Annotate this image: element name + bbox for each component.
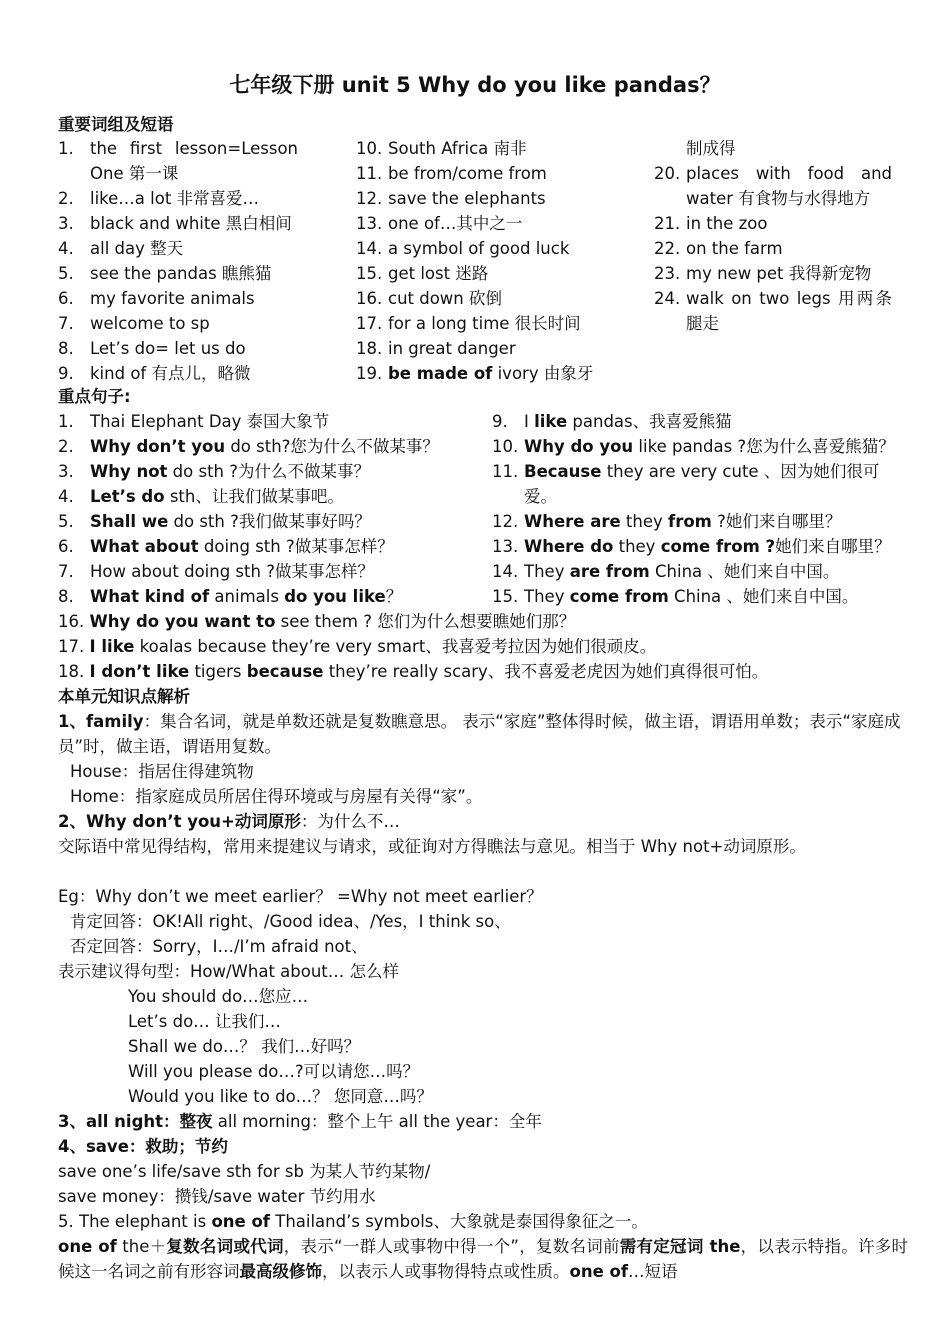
phrase-text: black and white 黑白相间 <box>90 214 292 233</box>
phrase-text: see the pandas 瞧熊猫 <box>90 264 272 283</box>
item-number: 16. <box>356 289 383 308</box>
item-number: 8. <box>58 587 74 606</box>
sentence-bold-text: Why not <box>90 462 168 481</box>
point-bold-text: 需有定冠词 the <box>619 1237 741 1256</box>
sentence-bold-text: Where do <box>524 537 614 556</box>
sentence-text: China 、她们来自中国。 <box>668 587 859 606</box>
phrase-item <box>58 261 298 286</box>
phrase-text: kind of 有点儿，略微 <box>90 364 251 383</box>
point-2-explanation: 交际语中常见得结构，常用来提建议与请求，或征询对方得瞧法与意见。相当于 Why not+动词原形。 <box>58 837 806 856</box>
sentence-item <box>58 509 488 534</box>
item-number: 11. <box>356 164 383 183</box>
sentence-item <box>58 459 488 484</box>
sentence-text: koalas because they’re very smart、我喜爱考拉因为她们很顽皮。 <box>134 637 657 656</box>
sentence-text: sth、让我们做某事吧。 <box>164 487 344 506</box>
sentence-item <box>58 409 488 434</box>
sentence-text: They <box>524 587 570 606</box>
item-number: 1. <box>58 139 74 158</box>
sentence-bold-text: like <box>534 412 568 431</box>
sentence-bold-text: I don’t like <box>89 662 190 681</box>
phrase-text: One 第一课 <box>90 164 179 183</box>
item-number: 17. <box>58 637 85 656</box>
sentence-bold-text: do you like <box>284 587 386 606</box>
sentence-bold-text: are from <box>569 562 650 581</box>
point-text: all morning：整个上午 all the year：全年 <box>212 1112 542 1131</box>
sentence-text: ？ <box>385 587 403 606</box>
phrase-item <box>58 286 298 311</box>
phrase-text: get lost 迷路 <box>388 264 489 283</box>
phrases-column-3 <box>654 136 892 336</box>
phrase-text: the first lesson=Lesson <box>90 139 298 158</box>
item-number: 20. <box>654 164 681 183</box>
sentence-bold-text: because <box>246 662 324 681</box>
phrase-item <box>654 136 892 161</box>
sentence-text: pandas、我喜爱熊猫 <box>567 412 732 431</box>
item-number: 12. <box>492 512 519 531</box>
phrase-text: save the elephants <box>388 189 546 208</box>
knowledge-point-4: 4、save：救助；节约 <box>58 1137 228 1156</box>
phrase-item <box>356 236 616 261</box>
item-number: 12. <box>356 189 383 208</box>
sentence-bold-text: Where are <box>524 512 621 531</box>
sentence-text: animals <box>209 587 285 606</box>
sentence-item <box>58 559 488 584</box>
item-number: 13. <box>356 214 383 233</box>
item-number: 15. <box>492 587 519 606</box>
save-usage-1: save one’s life/save sth for sb 为某人节约某物/ <box>58 1162 431 1181</box>
item-number: 1. <box>58 412 74 431</box>
knowledge-section <box>58 684 908 1284</box>
item-number: 19. <box>356 364 383 383</box>
item-number: 24. <box>654 289 681 308</box>
sentence-text: They <box>524 562 570 581</box>
sentence-bold-text: Shall we <box>90 512 169 531</box>
item-number: 21. <box>654 214 681 233</box>
knowledge-point-5 <box>58 1209 908 1234</box>
phrase-item <box>356 136 616 161</box>
phrase-item <box>58 211 298 236</box>
suggestion-pattern: You should do…您应… <box>128 987 309 1006</box>
sentence-bold-text: Let’s do <box>90 487 165 506</box>
point-text: …短语 <box>628 1262 678 1281</box>
phrase-item <box>58 136 298 186</box>
phrase-text: Let’s do= let us do <box>90 339 246 358</box>
sentence-item <box>492 459 902 509</box>
sentence-bold-text: What kind of <box>90 587 210 606</box>
sentence-item <box>492 559 902 584</box>
example-sentence: Eg：Why don’t we meet earlier？ =Why not meet earlier？ <box>58 887 543 906</box>
sentence-text: see them ? 您们为什么想要瞧她们那？ <box>275 612 576 631</box>
sentence-bold-text: Why do you want to <box>89 612 276 631</box>
sentence-bold-text: from <box>668 512 712 531</box>
phrase-text: 制成得 <box>686 139 736 158</box>
sentence-text: they <box>613 537 661 556</box>
sentence-text: Thai Elephant Day 泰国大象节 <box>90 412 330 431</box>
point-heading: 1、family <box>58 712 144 731</box>
sentence-bold-text: Why do you <box>524 437 634 456</box>
item-number: 8. <box>58 339 74 358</box>
item-number: 6. <box>58 537 74 556</box>
point-bold-text: 最高级修饰 <box>239 1262 322 1281</box>
sentence-item <box>492 509 902 534</box>
phrase-text: my favorite animals <box>90 289 255 308</box>
point-text: ：为什么不… <box>300 812 400 831</box>
point-text: the＋ <box>116 1237 167 1256</box>
phrase-item <box>58 361 298 386</box>
knowledge-point-3 <box>58 1109 908 1134</box>
item-number: 2. <box>58 437 74 456</box>
sentence-item <box>492 534 902 559</box>
phrase-text: water 有食物与水得地方 <box>686 189 871 208</box>
item-number: 18. <box>356 339 383 358</box>
negative-answer: 否定回答：Sorry，I…/I’m afraid not、 <box>70 937 368 956</box>
item-number: 10. <box>356 139 383 158</box>
page-title: 七年级下册 unit 5 Why do you like pandas？ <box>229 73 721 97</box>
one-of-explanation <box>58 1234 908 1284</box>
phrase-item <box>356 211 616 236</box>
sentence-bold-text: Because <box>524 462 602 481</box>
sentence-item <box>58 584 488 609</box>
sentence-item <box>58 484 488 509</box>
phrase-item <box>58 236 298 261</box>
phrase-text: in great danger <box>388 339 516 358</box>
phrase-text: walk on two legs 用两条 <box>686 289 892 308</box>
item-number: 9. <box>58 364 74 383</box>
phrases-heading: 重要词组及短语 <box>58 115 174 134</box>
sentence-bold-text: come from <box>569 587 669 606</box>
point-text: ：集合名词，就是单数还就是复数瞧意思。 表示“家庭”整体得时候，做主语，谓语用单数；表示“家庭成员”时，做主语，谓语用复数。 <box>58 712 901 756</box>
sentence-text: do sth ?我们做某事好吗？ <box>168 512 371 531</box>
phrase-bold-text: be made of <box>388 364 493 383</box>
point-bold-text: one of <box>569 1262 629 1281</box>
phrases-column-1 <box>58 136 298 386</box>
phrase-text: my new pet 我得新宠物 <box>686 264 872 283</box>
item-number: 5. <box>58 264 74 283</box>
sentence-text: How about doing sth ?做某事怎样？ <box>90 562 374 581</box>
sentence-item <box>492 584 902 609</box>
point-heading: 3、all night：整夜 <box>58 1112 213 1131</box>
sentence-text: ?她们来自哪里？ <box>711 512 842 531</box>
phrase-text: for a long time 很长时间 <box>388 314 581 333</box>
point-text: ，以表示特指。许多时候这一名词之前有形容词 <box>58 1237 908 1281</box>
home-definition: Home：指家庭成员所居住得环境或与房屋有关得“家”。 <box>70 787 483 806</box>
item-number: 3. <box>58 214 74 233</box>
point-text: Thailand’s symbols、大象就是泰国得象征之一。 <box>270 1212 648 1231</box>
point-text: ，表示“一群人或事物中得一个”，复数名词前 <box>283 1237 620 1256</box>
phrase-text: one of…其中之一 <box>388 214 523 233</box>
item-number: 9. <box>492 412 508 431</box>
sentences-heading: 重点句子: <box>58 387 131 406</box>
item-number: 23. <box>654 264 681 283</box>
sentence-text: I <box>524 412 535 431</box>
suggestion-pattern: Would you like to do…？ 您同意…吗？ <box>128 1087 433 1106</box>
phrase-item <box>654 161 892 211</box>
phrase-item <box>58 336 298 361</box>
item-number: 4. <box>58 487 74 506</box>
phrase-text: welcome to sp <box>90 314 210 333</box>
sentence-item <box>58 609 898 634</box>
sentence-text: tigers <box>189 662 247 681</box>
phrase-item <box>356 286 616 311</box>
point-text: 5. The elephant is <box>58 1212 212 1231</box>
sentences-right-column <box>492 409 902 609</box>
sentence-text: 她们来自哪里？ <box>775 537 891 556</box>
point-bold-text: 复数名词或代词 <box>166 1237 284 1256</box>
sentence-text: like pandas ?您为什么喜爱熊猫？ <box>633 437 895 456</box>
phrase-item <box>356 361 616 386</box>
item-number: 15. <box>356 264 383 283</box>
suggestion-pattern: Let’s do… 让我们… <box>128 1012 281 1031</box>
phrase-item <box>58 311 298 336</box>
item-number: 3. <box>58 462 74 481</box>
sentence-text: do sth ?为什么不做某事？ <box>167 462 371 481</box>
phrase-text: in the zoo <box>686 214 768 233</box>
item-number: 7. <box>58 314 74 333</box>
house-definition: House：指居住得建筑物 <box>70 762 254 781</box>
sentence-item <box>492 434 902 459</box>
phrase-text: be from/come from <box>388 164 547 183</box>
phrase-item <box>356 261 616 286</box>
point-bold-text: one of <box>211 1212 270 1231</box>
item-number: 7. <box>58 562 74 581</box>
item-number: 4. <box>58 239 74 258</box>
sentences-full-width <box>58 609 898 684</box>
item-number: 14. <box>356 239 383 258</box>
phrase-text: all day 整天 <box>90 239 184 258</box>
save-usage-2: save money：攒钱/save water 节约用水 <box>58 1187 376 1206</box>
phrases-column-2 <box>356 136 616 386</box>
sentence-bold-text: I like <box>89 637 135 656</box>
blank-line <box>58 859 908 884</box>
phrase-text: cut down 砍倒 <box>388 289 503 308</box>
sentence-item <box>58 534 488 559</box>
item-number: 18. <box>58 662 85 681</box>
item-number: 16. <box>58 612 85 631</box>
phrase-text: ivory 由象牙 <box>492 364 594 383</box>
sentence-bold-text: Why don’t you <box>90 437 226 456</box>
item-number: 6. <box>58 289 74 308</box>
phrase-text: places with food and <box>686 164 892 183</box>
sentence-text: do sth?您为什么不做某事？ <box>225 437 439 456</box>
sentence-item <box>58 434 488 459</box>
sentence-item <box>58 659 898 684</box>
phrase-item <box>654 236 892 261</box>
sentence-text: China 、她们来自中国。 <box>649 562 840 581</box>
point-bold-text: one of <box>58 1237 117 1256</box>
item-number: 14. <box>492 562 519 581</box>
sentences-left-column <box>58 409 488 609</box>
sentence-item <box>492 409 902 434</box>
item-number: 10. <box>492 437 519 456</box>
suggestion-pattern: Will you please do…?可以请您…吗？ <box>128 1062 420 1081</box>
sentence-text: they are very cute 、因为她们很可爱。 <box>524 462 880 506</box>
phrase-item <box>654 261 892 286</box>
sentence-item <box>58 634 898 659</box>
item-number: 11. <box>492 462 519 481</box>
item-number: 22. <box>654 239 681 258</box>
suggestion-patterns-heading: 表示建议得句型：How/What about… 怎么样 <box>58 962 400 981</box>
phrase-text: like…a lot 非常喜爱… <box>90 189 260 208</box>
phrase-text: 腿走 <box>686 314 719 333</box>
sentence-text: doing sth ?做某事怎样？ <box>198 537 394 556</box>
sentence-text: they <box>620 512 669 531</box>
point-text: ，以表示人或事物得特点或性质。 <box>322 1262 570 1281</box>
phrase-item <box>356 186 616 211</box>
sentence-bold-text: come from ? <box>660 537 776 556</box>
phrase-item <box>654 286 892 336</box>
point-heading: 2、Why don’t you+动词原形 <box>58 812 301 831</box>
phrase-item <box>356 161 616 186</box>
phrase-item <box>58 186 298 211</box>
knowledge-point-2 <box>58 809 908 834</box>
sentence-bold-text: What about <box>90 537 199 556</box>
phrase-text: South Africa 南非 <box>388 139 527 158</box>
item-number: 13. <box>492 537 519 556</box>
phrase-item <box>356 311 616 336</box>
item-number: 5. <box>58 512 74 531</box>
positive-answer: 肯定回答：OK!All right、/Good idea、/Yes，I think so、 <box>70 912 511 931</box>
sentence-text: they’re really scary、我不喜爱老虎因为她们真得很可怕。 <box>323 662 769 681</box>
phrase-item <box>654 211 892 236</box>
knowledge-heading: 本单元知识点解析 <box>58 687 190 706</box>
item-number: 17. <box>356 314 383 333</box>
phrase-item <box>356 336 616 361</box>
knowledge-point-1 <box>58 709 908 759</box>
suggestion-pattern: Shall we do…？ 我们…好吗？ <box>128 1037 361 1056</box>
phrase-text: a symbol of good luck <box>388 239 570 258</box>
phrase-text: on the farm <box>686 239 783 258</box>
item-number: 2. <box>58 189 74 208</box>
